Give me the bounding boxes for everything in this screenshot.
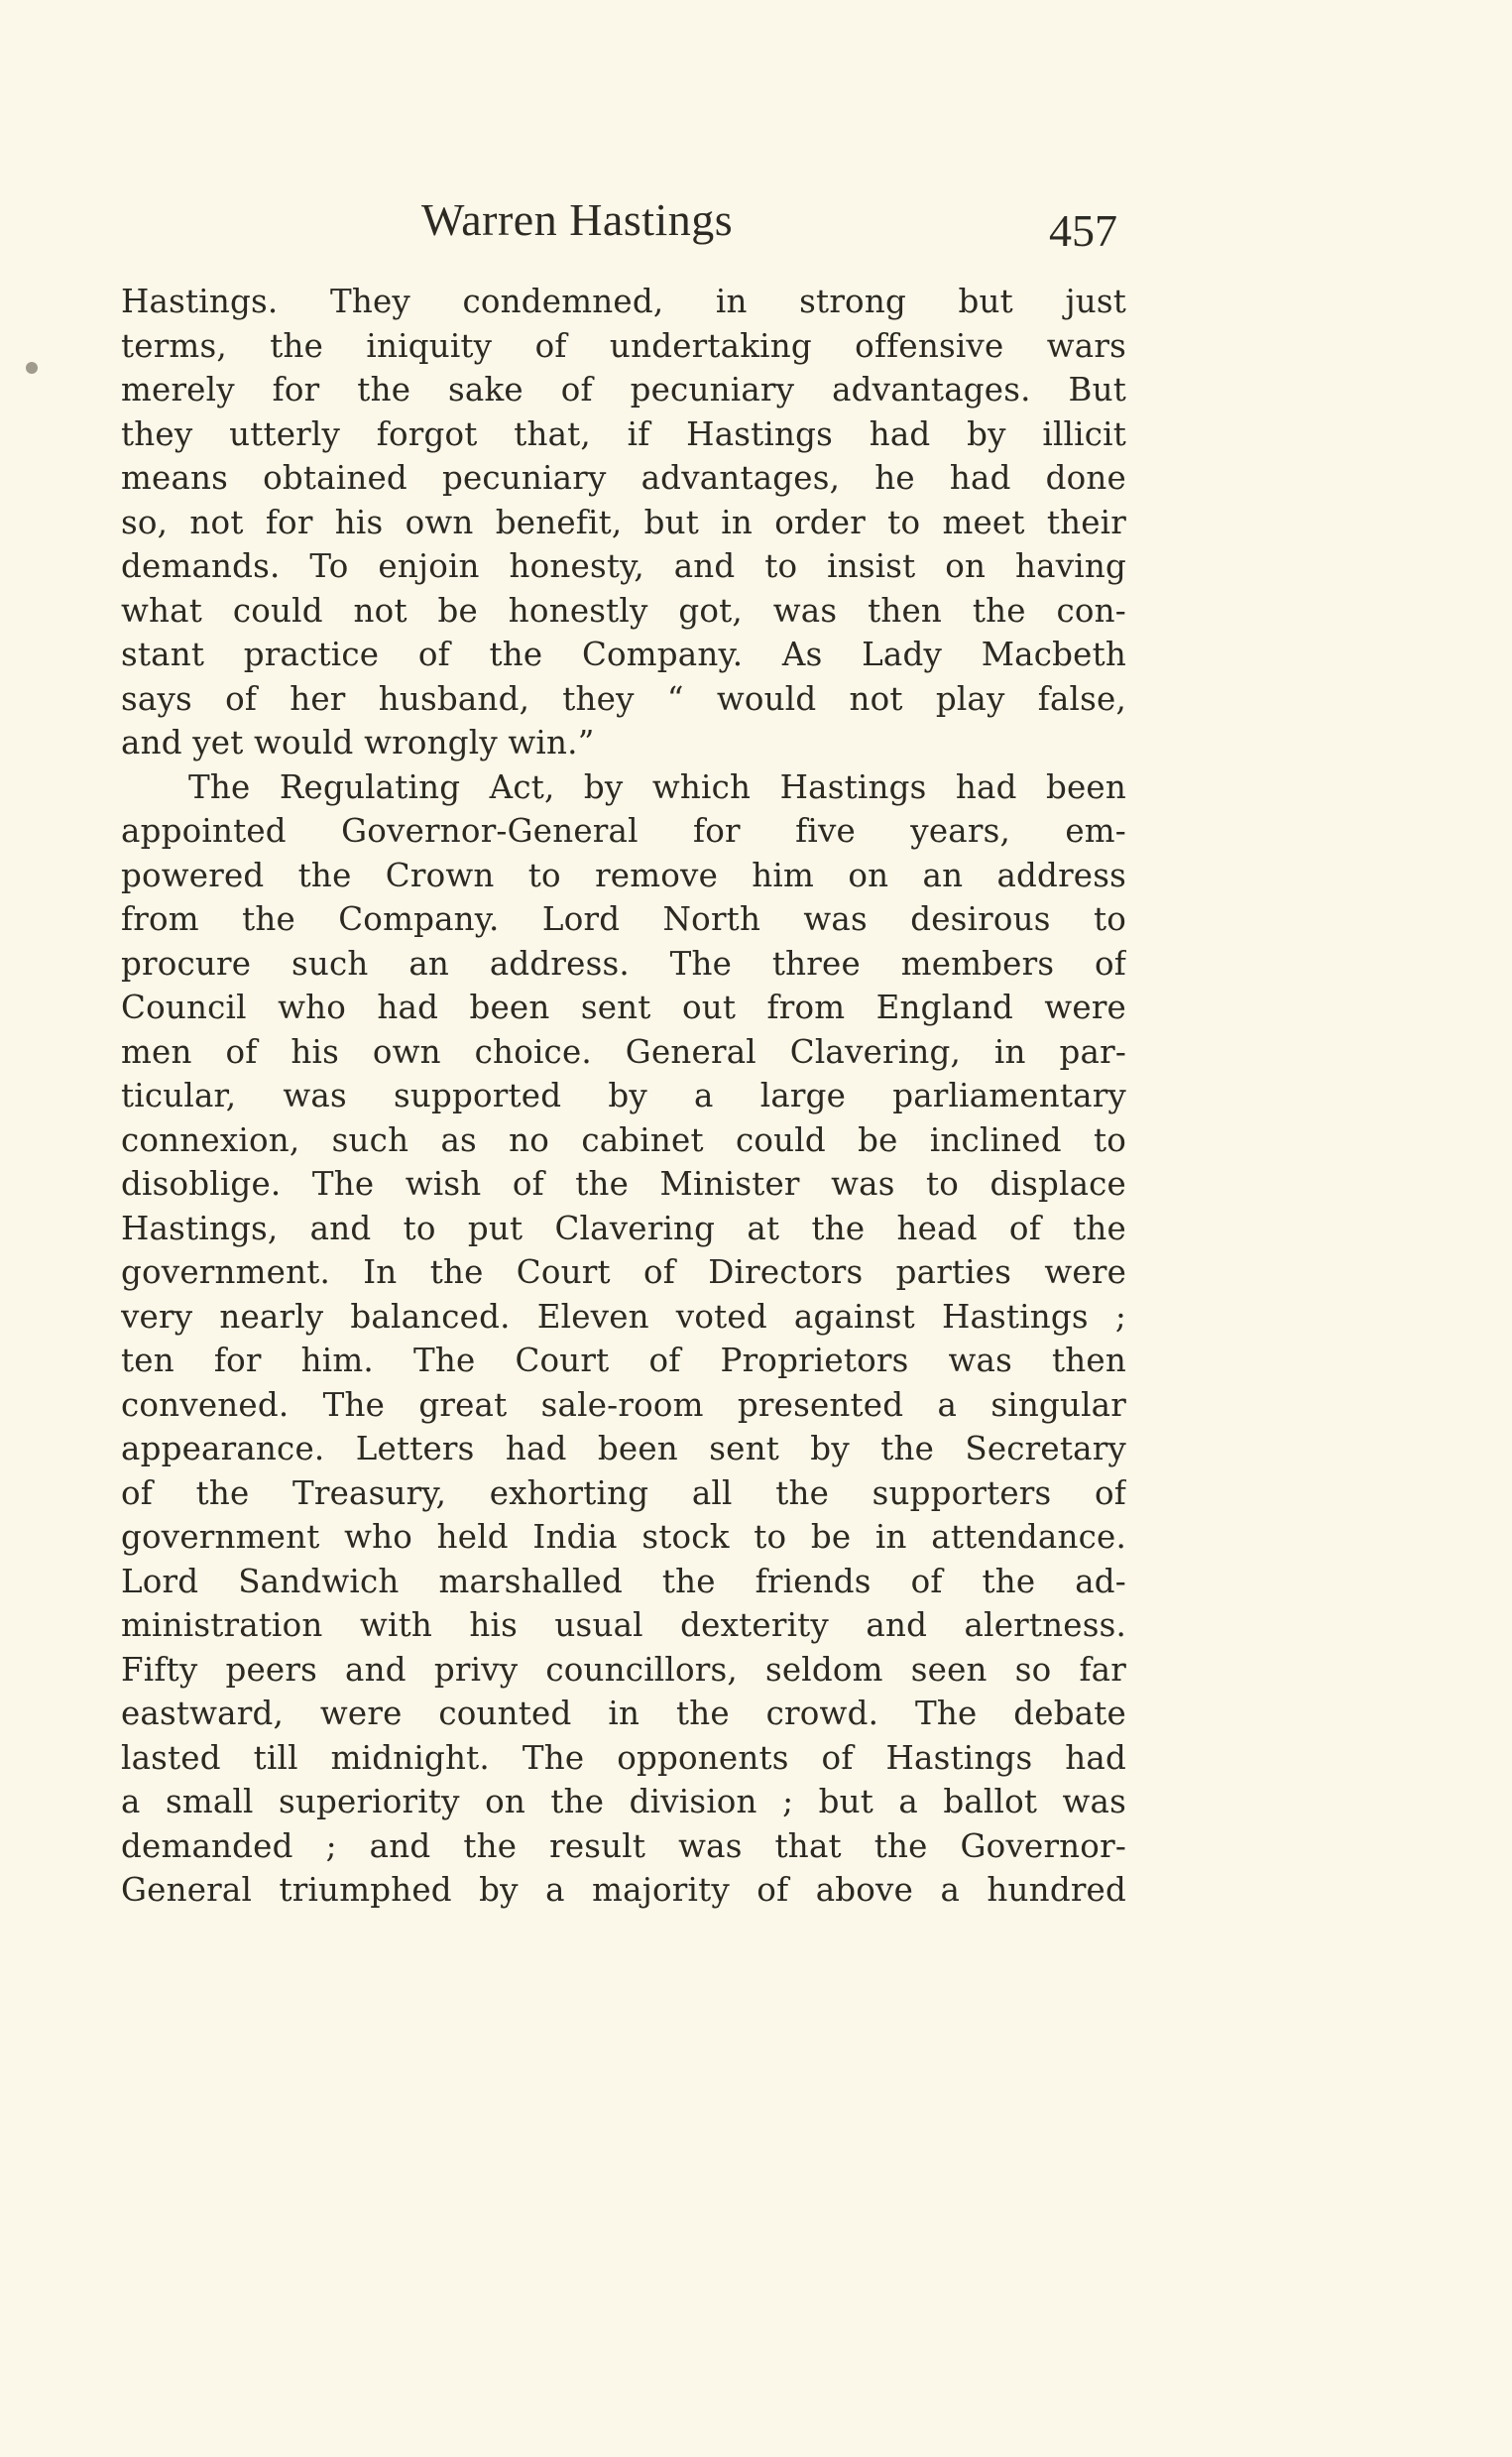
text-line: says of her husband, they “ would not play false, — [121, 679, 1126, 718]
text-line: government. In the Court of Directors parties were — [121, 1253, 1126, 1291]
text-line: of the Treasury, exhorting all the supporters of — [121, 1473, 1126, 1512]
text-line: appointed Governor-General for five years, em- — [121, 812, 1126, 850]
body-text — [121, 280, 1126, 1913]
text-line: connexion, such as no cabinet could be inclined to — [121, 1120, 1126, 1159]
text-line: a small superiority on the division ; but a ballot was — [121, 1783, 1126, 1820]
paragraph-1 — [121, 280, 1126, 765]
text-line: eastward, were counted in the crowd. The debate — [121, 1695, 1126, 1732]
text-line: merely for the sake of pecuniary advantages. But — [121, 371, 1126, 409]
text-line: ticular, was supported by a large parliamentary — [121, 1077, 1126, 1114]
text-line: what could not be honestly got, was then the con- — [121, 591, 1126, 630]
text-line: convened. The great sale-room presented a singular — [121, 1385, 1126, 1424]
text-line: ten for him. The Court of Proprietors was then — [121, 1342, 1126, 1379]
text-line: General triumphed by a majority of above a hundred — [121, 1871, 1126, 1909]
text-line: procure such an address. The three members of — [121, 944, 1126, 983]
text-line: from the Company. Lord North was desirous to — [121, 900, 1126, 938]
text-line: powered the Crown to remove him on an address — [121, 856, 1126, 894]
page-number: 457 — [1049, 205, 1117, 256]
text-line: means obtained pecuniary advantages, he had done — [121, 459, 1126, 497]
text-line: appearance. Letters had been sent by the Secretary — [121, 1430, 1126, 1467]
text-line: lasted till midnight. The opponents of Hastings had — [121, 1738, 1126, 1777]
running-title: Warren Hastings — [421, 194, 734, 245]
text-line: Council who had been sent out from England were — [121, 989, 1126, 1026]
text-line: terms, the iniquity of undertaking offensive wars — [121, 326, 1126, 365]
text-line: government who held India stock to be in attendance. — [121, 1518, 1126, 1556]
text-line: they utterly forgot that, if Hastings had by illicit — [121, 414, 1126, 453]
text-line: demands. To enjoin honesty, and to insist on having — [121, 547, 1126, 585]
text-line: ministration with his usual dexterity and alertness. — [121, 1606, 1126, 1644]
text-line: very nearly balanced. Eleven voted against Hastings ; — [121, 1297, 1126, 1336]
margin-speck — [26, 362, 38, 374]
text-line: Hastings. They condemned, in strong but just — [121, 283, 1126, 320]
text-line: so, not for his own benefit, but in order to meet their — [121, 503, 1126, 541]
text-line: Fifty peers and privy councillors, seldom seen so far — [121, 1650, 1126, 1689]
paragraph-2 — [121, 765, 1126, 1913]
text-line: stant practice of the Company. As Lady Macbeth — [121, 636, 1126, 673]
text-line: Hastings, and to put Clavering at the head of the — [121, 1209, 1126, 1247]
text-line: Lord Sandwich marshalled the friends of the ad- — [121, 1562, 1126, 1600]
text-line: demanded ; and the result was that the Governor- — [121, 1826, 1126, 1865]
text-line: The Regulating Act, by which Hastings had been — [188, 767, 1126, 806]
text-line: disoblige. The wish of the Minister was to displace — [121, 1165, 1126, 1203]
text-line: men of his own choice. General Clavering, in par- — [121, 1032, 1126, 1071]
text-line: and yet would wrongly win.” — [121, 724, 595, 761]
